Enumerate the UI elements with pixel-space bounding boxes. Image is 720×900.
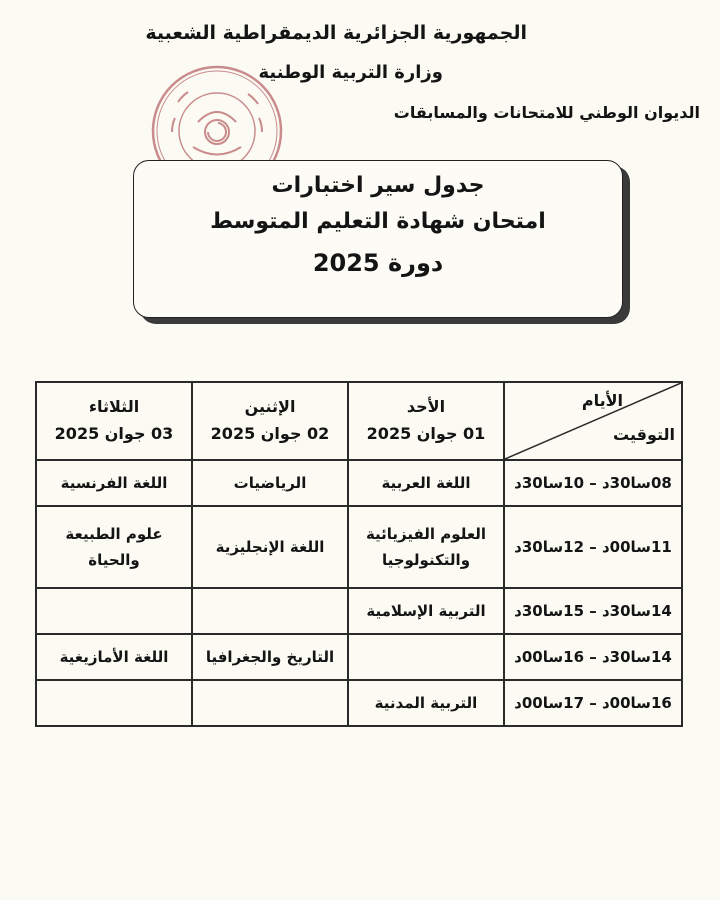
subject-cell (36, 680, 192, 726)
time-slot: 14سا30د – 15سا30د (504, 588, 682, 634)
document-header (0, 0, 720, 140)
day-header (348, 382, 504, 460)
subject-cell (192, 680, 348, 726)
session-title: دورة 2025 (312, 249, 444, 277)
republic-title: الجمهورية الجزائرية الديمقراطية الشعبية (145, 22, 527, 44)
day-name: الإثنين (244, 397, 296, 416)
day-date: 01 جوان 2025 (366, 424, 486, 443)
table-row (36, 634, 682, 680)
table-row (36, 680, 682, 726)
exam-schedule-table (35, 381, 683, 727)
table-row (36, 460, 682, 506)
time-slot: 14سا30د – 16سا00د (504, 634, 682, 680)
subject-cell: العلوم الفيزيائية والتكنولوجيا (348, 506, 504, 588)
subject-cell: اللغة العربية (348, 460, 504, 506)
subject-cell: اللغة الفرنسية (36, 460, 192, 506)
day-name: الأحد (406, 397, 446, 416)
exam-title: امتحان شهادة التعليم المتوسط (210, 209, 546, 234)
subject-cell (192, 588, 348, 634)
day-header (192, 382, 348, 460)
subject-cell: اللغة الأمازيغية (36, 634, 192, 680)
corner-days-label: الأيام (581, 391, 623, 410)
subject-cell: التربية الإسلامية (348, 588, 504, 634)
office-title: الديوان الوطني للامتحانات والمسابقات (393, 103, 700, 122)
subject-cell: اللغة الإنجليزية (192, 506, 348, 588)
schedule-title: جدول سير اختبارات (271, 173, 485, 198)
subject-cell (36, 588, 192, 634)
time-slot: 08سا30د – 10سا30د (504, 460, 682, 506)
day-header (36, 382, 192, 460)
day-name: الثلاثاء (88, 397, 140, 416)
ministry-title: وزارة التربية الوطنية (258, 62, 443, 83)
subject-cell (348, 634, 504, 680)
subject-cell: الرياضيات (192, 460, 348, 506)
subject-cell: التربية المدنية (348, 680, 504, 726)
corner-cell (504, 382, 682, 460)
subject-cell: التاريخ والجغرافيا (192, 634, 348, 680)
time-slot: 11سا00د – 12سا30د (504, 506, 682, 588)
table-header-row (36, 382, 682, 460)
title-box (133, 160, 623, 318)
corner-time-label: التوقيت (613, 425, 675, 444)
time-slot: 16سا00د – 17سا00د (504, 680, 682, 726)
day-date: 02 جوان 2025 (210, 424, 330, 443)
subject-cell: علوم الطبيعة والحياة (36, 506, 192, 588)
table-row (36, 506, 682, 588)
day-date: 03 جوان 2025 (54, 424, 174, 443)
table-row (36, 588, 682, 634)
